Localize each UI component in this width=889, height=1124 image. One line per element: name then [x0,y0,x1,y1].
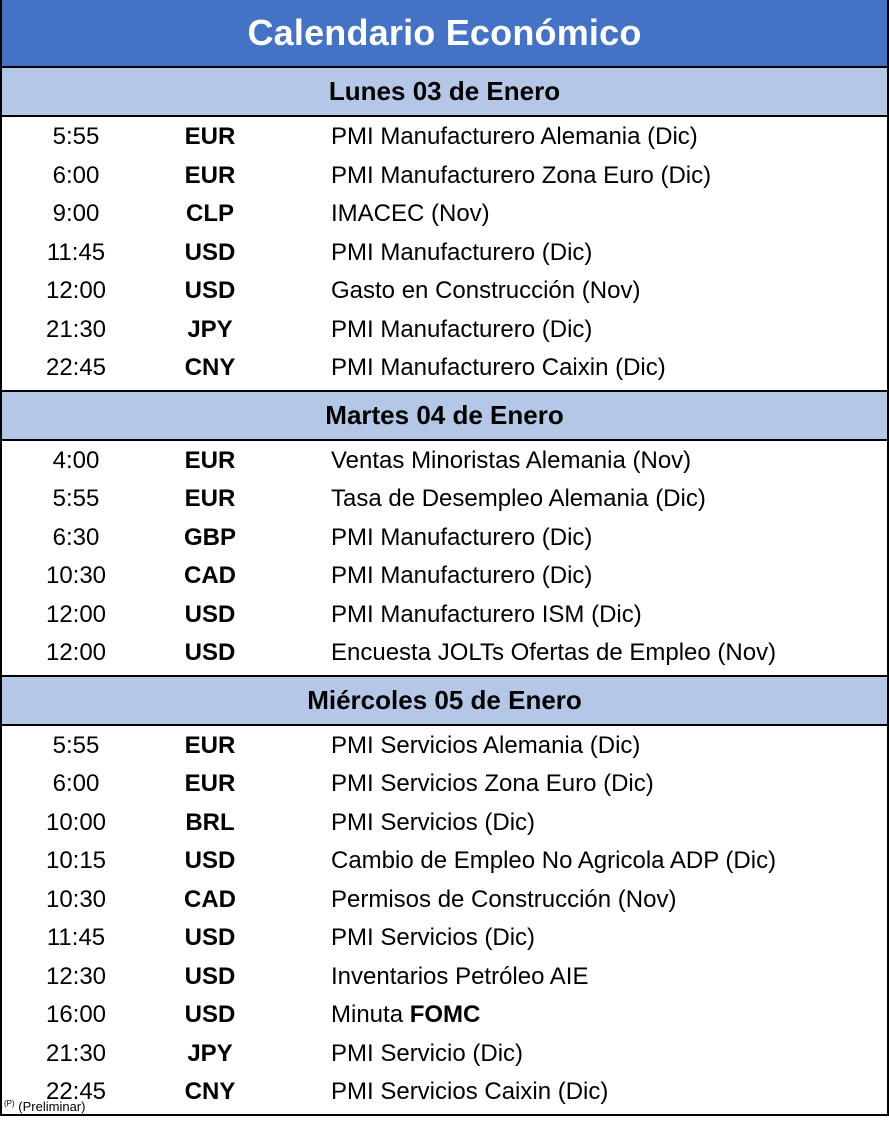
event-row [2,442,887,481]
event-row [2,519,887,558]
event-row [2,311,887,350]
event-currency: USD [184,1001,236,1029]
event-name [270,200,490,228]
event-row [2,996,887,1035]
event-currency: USD [184,277,236,305]
event-currency: EUR [184,446,236,474]
event-name-text: Gasto en Construcción (Nov) [331,277,641,305]
event-name [270,847,776,875]
event-name [270,162,711,190]
event-time: 5:55 [52,123,100,151]
event-name [270,1040,523,1068]
event-name [270,963,588,991]
event-name [270,447,691,475]
event-name-text: PMI Manufacturero ISM (Dic) [331,600,642,628]
day-header: Lunes 03 de Enero [2,68,887,117]
event-row [2,1073,887,1112]
footnote-marker: (P) [4,1099,15,1108]
event-currency: EUR [184,123,236,151]
event-time: 6:00 [52,161,100,189]
event-name [270,601,642,629]
event-time: 12:00 [45,639,107,667]
event-time: 12:00 [45,277,107,305]
days-container [2,68,887,1114]
event-name-text: Tasa de Desempleo Alemania (Dic) [331,485,706,513]
event-name-text: PMI Manufacturero (Dic) [331,523,593,551]
event-currency: CNY [184,1078,236,1106]
event-name-text: PMI Manufacturero (Dic) [331,562,593,590]
event-name [270,239,592,267]
event-name-text: Cambio de Empleo No Agricola ADP (Dic) [331,847,777,875]
event-currency: CAD [184,562,236,590]
event-time: 16:00 [45,1001,107,1029]
event-name [270,770,654,798]
event-time: 22:45 [45,354,107,382]
event-currency: USD [184,847,236,875]
event-name-text: Permisos de Construcción (Nov) [331,885,677,913]
event-name [270,639,776,667]
event-name-text: PMI Manufacturero Alemania (Dic) [331,123,698,151]
event-time: 10:30 [45,562,107,590]
event-row [2,1035,887,1074]
event-time: 10:30 [45,885,107,913]
event-name-bold: FOMC [409,1001,481,1029]
footnote [4,1099,85,1114]
event-name-text: PMI Servicios Caixin (Dic) [331,1078,609,1106]
event-name-text: PMI Servicios (Dic) [331,924,536,952]
event-time: 9:00 [52,200,100,228]
event-row [2,557,887,596]
event-row [2,234,887,273]
event-time: 21:30 [45,315,107,343]
event-name [270,277,640,305]
event-currency: USD [184,962,236,990]
calendar-title: Calendario Económico [2,0,887,68]
event-row [2,272,887,311]
event-time: 12:00 [45,600,107,628]
event-name [270,1001,480,1029]
event-row [2,596,887,635]
event-name-text: PMI Servicios (Dic) [331,808,536,836]
event-name [270,886,676,914]
event-currency: USD [184,600,236,628]
event-time: 21:30 [45,1039,107,1067]
event-row [2,157,887,196]
event-row [2,842,887,881]
event-time: 22:45 [45,1078,107,1106]
event-currency: CLP [186,200,234,228]
event-name-text: PMI Servicios Zona Euro (Dic) [331,770,654,798]
event-row [2,919,887,958]
event-row [2,195,887,234]
event-time: 6:00 [52,770,100,798]
event-time: 11:45 [46,924,106,952]
event-name-text: PMI Manufacturero (Dic) [331,238,593,266]
event-row [2,958,887,997]
event-name [270,732,640,760]
event-name [270,809,535,837]
event-name-text: IMACEC (Nov) [331,200,490,228]
event-name [270,562,592,590]
event-name [270,354,666,382]
day-section [2,68,887,392]
event-row [2,118,887,157]
event-currency: JPY [187,315,233,343]
event-name-text: Ventas Minoristas Alemania (Nov) [331,446,692,474]
day-section [2,677,887,1114]
event-time: 11:45 [46,238,106,266]
event-currency: USD [184,639,236,667]
event-currency: CNY [184,354,236,382]
event-name [270,123,698,151]
event-name-text: PMI Servicio (Dic) [331,1039,524,1067]
event-row [2,480,887,519]
event-currency: EUR [184,770,236,798]
event-currency: USD [184,238,236,266]
event-time: 10:00 [45,808,107,836]
event-name-text: PMI Manufacturero (Dic) [331,315,593,343]
event-name [270,1078,608,1106]
event-currency: JPY [187,1039,233,1067]
day-header: Martes 04 de Enero [2,392,887,441]
day-section [2,392,887,677]
event-currency: EUR [184,485,236,513]
event-time: 10:15 [45,847,107,875]
event-currency: CAD [184,885,236,913]
event-list [2,441,887,675]
event-row [2,881,887,920]
event-name-text: Encuesta JOLTs Ofertas de Empleo (Nov) [331,639,777,667]
event-name [270,924,535,952]
event-name-text: Minuta [331,1001,410,1029]
event-row [2,765,887,804]
event-list [2,726,887,1114]
event-row [2,349,887,388]
event-currency: USD [184,924,236,952]
event-time: 6:30 [52,523,100,551]
event-name-text: Inventarios Petróleo AIE [331,962,589,990]
event-name [270,485,706,513]
event-name [270,524,592,552]
footnote-text: (Preliminar) [18,1099,86,1114]
event-row [2,804,887,843]
event-time: 12:30 [45,962,107,990]
event-currency: EUR [184,731,236,759]
event-currency: EUR [184,161,236,189]
event-time: 5:55 [52,485,100,513]
event-name-text: PMI Servicios Alemania (Dic) [331,731,641,759]
event-row [2,634,887,673]
event-currency: GBP [183,523,236,551]
day-header: Miércoles 05 de Enero [2,677,887,726]
event-list [2,117,887,390]
event-time: 4:00 [52,446,100,474]
event-name [270,316,592,344]
event-currency: BRL [185,808,235,836]
event-time: 5:55 [52,731,100,759]
event-row [2,727,887,766]
event-name-text: PMI Manufacturero Caixin (Dic) [331,354,666,382]
event-name-text: PMI Manufacturero Zona Euro (Dic) [331,161,712,189]
